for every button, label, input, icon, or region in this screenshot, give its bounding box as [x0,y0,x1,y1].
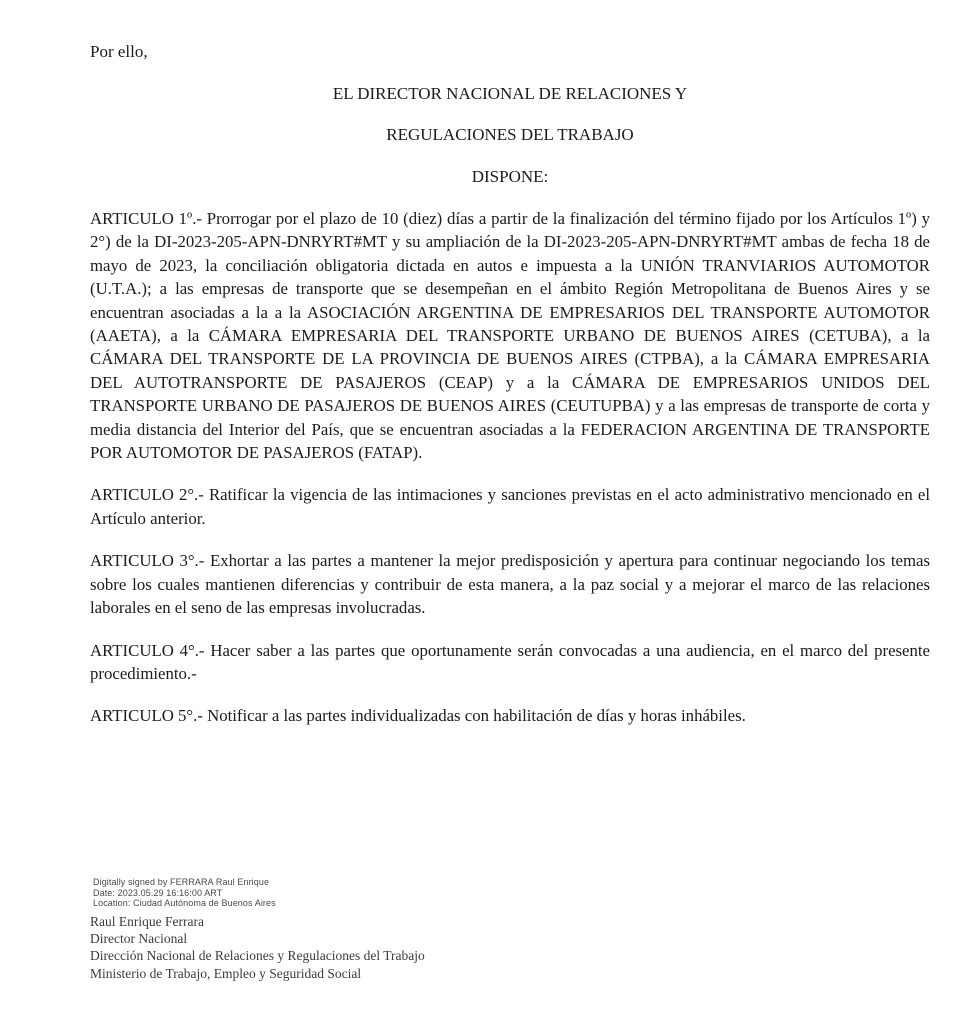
heading-regulaciones-line: REGULACIONES DEL TRABAJO [386,125,634,144]
signer-ministry: Ministerio de Trabajo, Empleo y Seguridad Social [90,965,362,981]
digital-signature-stamp [93,877,690,909]
heading-dispone: DISPONE: [471,166,549,186]
signature-block [90,877,690,982]
digital-signature-location-line: Location: Ciudad Autónoma de Buenos Aires [93,898,276,908]
signer-title: Director Nacional [90,930,188,946]
article-2: ARTICULO 2°.- Ratificar la vigencia de las intimaciones y sanciones previstas en el acto administrativo mencionado en el Artículo anterior. [90,485,930,528]
article-3: ARTICULO 3°.- Exhortar a las partes a mantener la mejor predisposición y apertura para continuar negociando los temas sobre los cuales mantienen diferencias y contribuir de esta manera, a la paz social y a mejorar el marco de las relaciones laborales en el seno de las empresas involucradas. [90,551,930,618]
intro-line: Por ello, [90,42,148,61]
article-5: ARTICULO 5°.- Notificar a las partes individualizadas con habilitación de días y horas inhábiles. [90,706,746,726]
digital-signature-signer-line: Digitally signed by FERRARA Raul Enrique [93,877,270,887]
digital-signature-date-line: Date: 2023.05.29 16:16:00 ART [93,887,223,898]
article-1: ARTICULO 1º.- Prorrogar por el plazo de 10 (diez) días a partir de la finalización del término fijado por los Artículos 1º) y 2°) de la DI-2023-205-APN-DNRYRT#MT y su ampliación de la DI-2023-205-APN-DNRYRT#MT ambas de fecha 18 de mayo de 2023, la conciliación obligatoria dictada en autos e impuesta a la UNIÓN TRANVIARIOS AUTOMOTOR (U.T.A.); a las empresas de transporte que se desempeñan en el ámbito Región Metropolitana de Buenos Aires y se encuentran asociadas a la a la ASOCIACIÓN ARGENTINA DE EMPRESARIOS DEL TRANSPORTE AUTOMOTOR (AAETA), a la CÁMARA EMPRESARIA DEL TRANSPORTE URBANO DE BUENOS AIRES (CETUBA), a la CÁMARA DEL TRANSPORTE DE LA PROVINCIA DE BUENOS AIRES (CTPBA), a la CÁMARA EMPRESARIA DEL AUTOTRANSPORTE DE PASAJEROS (CEAP) y a la CÁMARA DE EMPRESARIOS UNIDOS DEL TRANSPORTE URBANO DE PASAJEROS DE BUENOS AIRES (CEUTUPBA) y a las empresas de transporte de corta y media distancia del Interior del País, que se encuentran asociadas a la FEDERACION ARGENTINA DE TRANSPORTE POR AUTOMOTOR DE PASAJEROS (FATAP). [90,209,930,463]
heading-director-line: EL DIRECTOR NACIONAL DE RELACIONES Y [332,83,688,103]
article-4: ARTICULO 4°.- Hacer saber a las partes que oportunamente serán convocadas a una audiencia, en el marco del presente procedimiento.- [90,640,930,683]
document-body [90,40,930,728]
signer-office: Dirección Nacional de Relaciones y Regulaciones del Trabajo [90,948,425,964]
signer-details [90,913,690,983]
signer-name: Raul Enrique Ferrara [90,913,204,929]
